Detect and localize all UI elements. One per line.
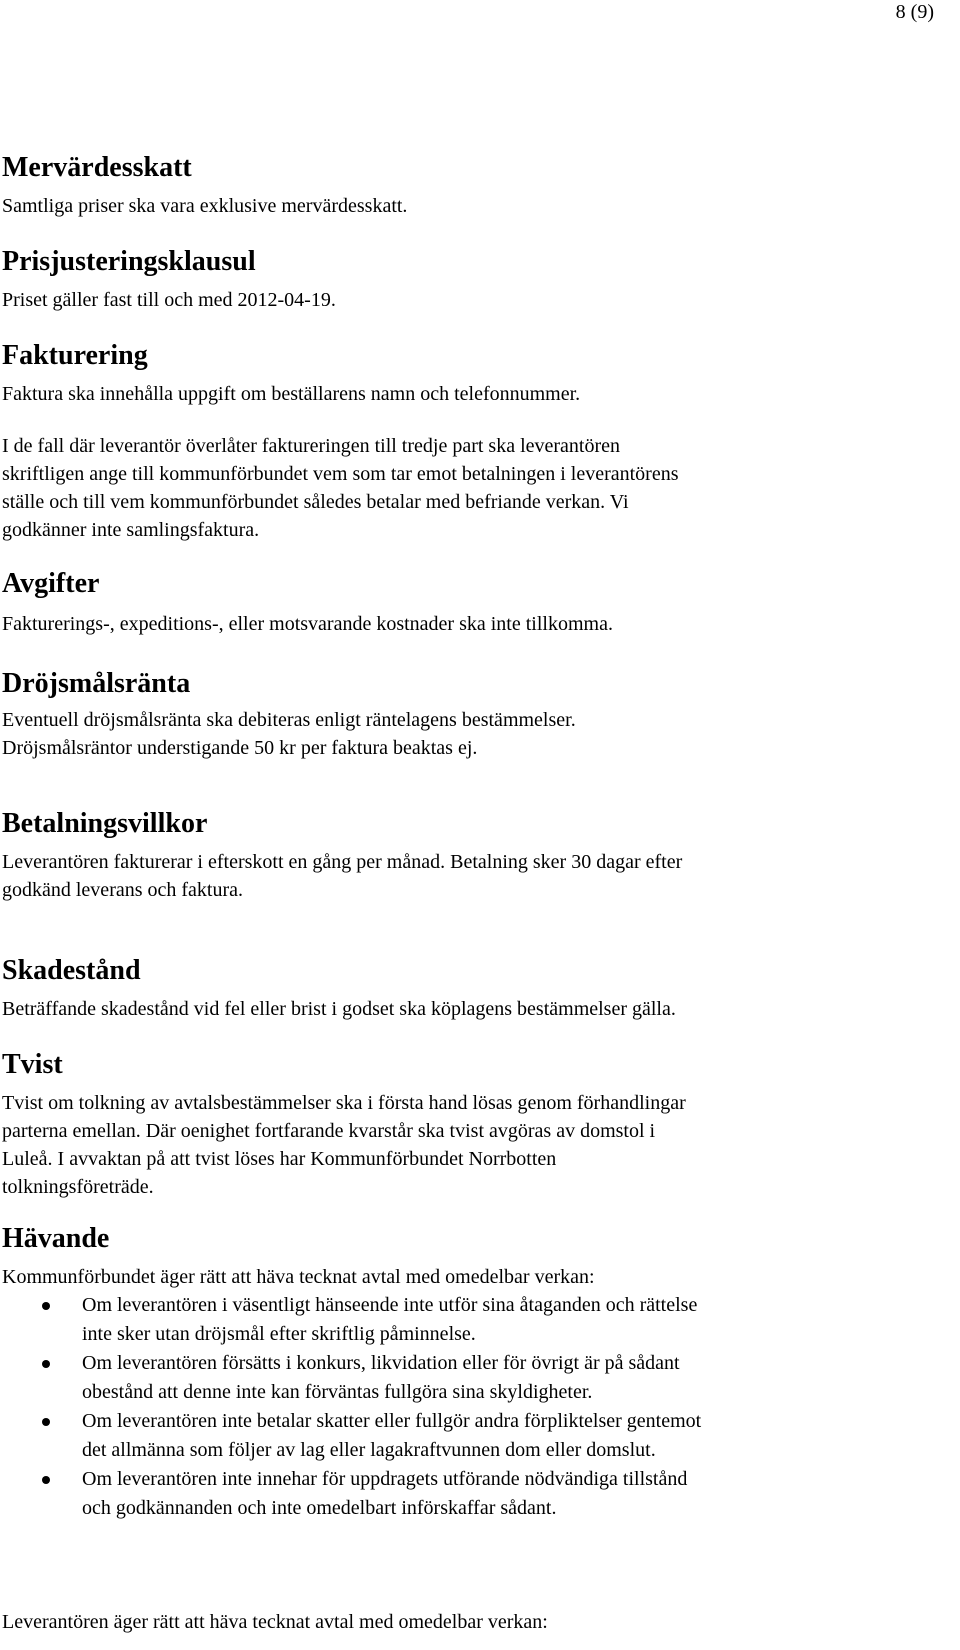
- section-heading: Mervärdesskatt: [2, 152, 192, 183]
- list-item: [2, 1349, 922, 1407]
- paragraph-line: I de fall där leverantör överlåter faktureringen till tredje part ska leverantören: [2, 435, 621, 457]
- section-text: Luleå. I avvaktan på att tvist löses har Kommunförbundet Norrbotten: [2, 1148, 557, 1170]
- section-heading: Fakturering: [2, 340, 148, 371]
- section-heading: Avgifter: [2, 568, 100, 599]
- section-tvist: [2, 1049, 922, 1201]
- section-text: Samtliga priser ska vara exklusive mervärdesskatt.: [2, 195, 408, 217]
- section-text: Tvist om tolkning av avtalsbestämmelser ska i första hand lösas genom förhandlingar: [2, 1092, 686, 1114]
- section-text: Kommunförbundet äger rätt att häva tecknat avtal med omedelbar verkan:: [2, 1266, 595, 1288]
- section-heading: Betalningsvillkor: [2, 808, 208, 839]
- section-betalningsvillkor: [2, 808, 922, 904]
- section-heading: Dröjsmålsränta: [2, 668, 191, 699]
- section-text: godkänd leverans och faktura.: [2, 879, 244, 901]
- section-text: Eventuell dröjsmålsränta ska debiteras enligt räntelagens bestämmelser.: [2, 709, 576, 731]
- section-prisjustering: [2, 246, 922, 314]
- section-heading: Skadestånd: [2, 955, 141, 986]
- section-closing: [2, 1608, 922, 1636]
- section-text: Leverantören äger rätt att häva tecknat avtal med omedelbar verkan:: [2, 1611, 548, 1633]
- bullet-icon: [42, 1418, 50, 1426]
- section-heading: Hävande: [2, 1223, 110, 1254]
- section-text: parterna emellan. Där oenighet fortfarande kvarstår ska tvist avgöras av domstol i: [2, 1120, 656, 1142]
- bullet-icon: [42, 1360, 50, 1368]
- list-item-line: det allmänna som följer av lag eller lagakraftvunnen dom eller domslut.: [82, 1439, 656, 1461]
- section-text: Faktura ska innehålla uppgift om beställarens namn och telefonnummer.: [2, 383, 581, 405]
- section-text: Fakturerings-, expeditions-, eller motsvarande kostnader ska inte tillkomma.: [2, 613, 613, 635]
- section-avgifter: [2, 568, 922, 638]
- bullet-icon: [42, 1476, 50, 1484]
- paragraph-line: godkänner inte samlingsfaktura.: [2, 519, 260, 541]
- list-item-line: obestånd att denne inte kan förväntas fullgöra sina skyldigheter.: [82, 1381, 593, 1403]
- section-text: Leverantören fakturerar i efterskott en gång per månad. Betalning sker 30 dagar efter: [2, 851, 683, 873]
- page-number: 8 (9): [895, 1, 934, 23]
- section-drojsmalsranta: [2, 668, 922, 762]
- list-item: [2, 1291, 922, 1349]
- list-item-line: Om leverantören i väsentligt hänseende inte utför sina åtaganden och rättelse: [82, 1294, 698, 1316]
- section-fakturering: [2, 340, 922, 544]
- list-item: [2, 1407, 922, 1465]
- section-text: tolkningsföreträde.: [2, 1176, 154, 1198]
- section-text: Dröjsmålsräntor understigande 50 kr per faktura beaktas ej.: [2, 737, 478, 759]
- list-item-line: Om leverantören försätts i konkurs, likvidation eller för övrigt är på sådant: [82, 1352, 680, 1374]
- bullet-list: [2, 1291, 922, 1523]
- list-item-line: och godkännanden och inte omedelbart införskaffar sådant.: [82, 1497, 557, 1519]
- section-skadestand: [2, 955, 922, 1023]
- section-mervardesskatt: [2, 152, 922, 220]
- section-heading: Tvist: [2, 1049, 63, 1080]
- section-heading: Prisjusteringsklausul: [2, 246, 256, 277]
- section-paragraph: [2, 432, 922, 544]
- section-havande: [2, 1223, 922, 1523]
- paragraph-line: ställe och till vem kommunförbundet således betalar med befriande verkan. Vi: [2, 491, 629, 513]
- list-item-line: Om leverantören inte innehar för uppdragets utförande nödvändiga tillstånd: [82, 1468, 688, 1490]
- paragraph-line: skriftligen ange till kommunförbundet vem som tar emot betalningen i leverantörens: [2, 463, 679, 485]
- section-text: Beträffande skadestånd vid fel eller brist i godset ska köplagens bestämmelser gälla.: [2, 998, 676, 1020]
- list-item-line: inte sker utan dröjsmål efter skriftlig påminnelse.: [82, 1323, 476, 1345]
- list-item-line: Om leverantören inte betalar skatter eller fullgör andra förpliktelser gentemot: [82, 1410, 702, 1432]
- bullet-icon: [42, 1302, 50, 1310]
- section-text: Priset gäller fast till och med 2012-04-19.: [2, 289, 336, 311]
- list-item: [2, 1465, 922, 1523]
